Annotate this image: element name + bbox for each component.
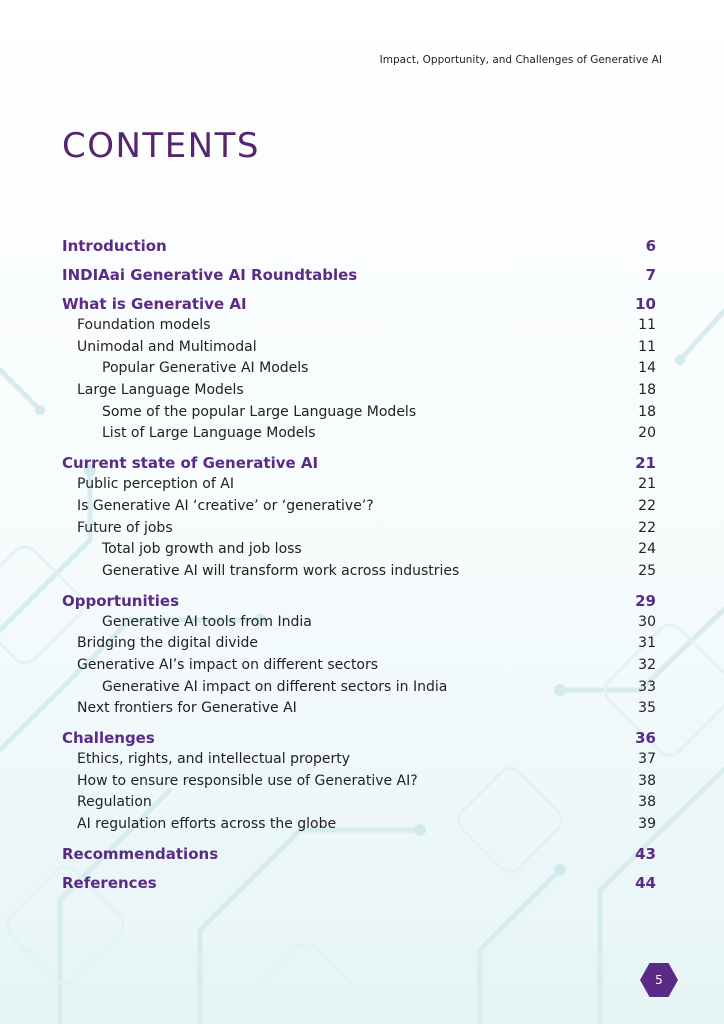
toc-entry-page: 35 — [638, 700, 656, 717]
toc-entry-title: Is Generative AI ‘creative’ or ‘generative’? — [77, 497, 374, 514]
toc-entry-title: How to ensure responsible use of Generative AI? — [77, 772, 418, 789]
toc-section-entry[interactable] — [62, 727, 656, 749]
toc-entry-title: Generative AI’s impact on different sectors — [77, 656, 379, 673]
toc-subsection-entry[interactable] — [62, 749, 656, 771]
toc-entry-title: Introduction — [62, 237, 167, 255]
toc-entry-page: 29 — [635, 591, 656, 610]
toc-entry-page: 24 — [638, 541, 656, 558]
toc-entry-title: List of Large Language Models — [102, 425, 316, 442]
toc-subsection-entry[interactable] — [62, 518, 656, 540]
page-number-badge — [640, 963, 678, 997]
toc-subsection-entry[interactable] — [62, 698, 656, 720]
toc-section-entry[interactable] — [62, 452, 656, 474]
toc-entry-page: 21 — [635, 454, 656, 473]
toc-entry-page: 38 — [638, 794, 656, 811]
toc-entry-page: 22 — [638, 497, 656, 514]
toc-entry-page: 6 — [645, 237, 656, 255]
toc-section-entry[interactable] — [62, 264, 656, 286]
toc-entry-page: 11 — [638, 317, 656, 333]
toc-section-entry[interactable] — [62, 843, 656, 865]
toc-entry-page: 21 — [638, 476, 656, 493]
toc-subsection-entry[interactable] — [62, 814, 656, 836]
page-title: CONTENTS — [62, 126, 260, 166]
toc-entry-page: 10 — [635, 295, 656, 313]
toc-subsection-entry[interactable] — [62, 792, 656, 814]
toc-entry-title: Bridging the digital divide — [77, 635, 258, 652]
toc-entry-title: Current state of Generative AI — [62, 454, 319, 473]
toc-entry-title: AI regulation efforts across the globe — [77, 816, 337, 833]
toc-entry-page: 7 — [645, 266, 656, 284]
toc-entry-title: Large Language Models — [77, 382, 244, 399]
toc-entry-page: 33 — [638, 678, 656, 695]
toc-entry-page: 39 — [638, 816, 656, 833]
toc-entry-page: 11 — [638, 338, 656, 355]
toc-entry-page: 37 — [638, 751, 656, 767]
toc-entry-page: 31 — [638, 635, 656, 652]
toc-entry-page: 22 — [638, 519, 656, 536]
toc-subsection-entry[interactable] — [62, 474, 656, 496]
running-header: Impact, Opportunity, and Challenges of Generative AI — [379, 54, 662, 66]
toc-entry-title: Opportunities — [62, 591, 180, 610]
toc-entry-title: Next frontiers for Generative AI — [77, 700, 297, 717]
toc-subsection-entry[interactable] — [62, 358, 656, 380]
toc-section-entry[interactable] — [62, 235, 656, 257]
toc-entry-title: Generative AI impact on different sectors in India — [102, 678, 448, 695]
table-of-contents — [62, 235, 656, 894]
toc-subsection-entry[interactable] — [62, 380, 656, 402]
toc-subsection-entry[interactable] — [62, 612, 656, 634]
toc-subsection-entry[interactable] — [62, 402, 656, 424]
toc-entry-title: Public perception of AI — [77, 476, 234, 493]
toc-subsection-entry[interactable] — [62, 771, 656, 793]
toc-subsection-entry[interactable] — [62, 561, 656, 583]
toc-subsection-entry[interactable] — [62, 655, 656, 677]
toc-entry-page: 38 — [638, 772, 656, 789]
toc-subsection-entry[interactable] — [62, 633, 656, 655]
toc-entry-page: 43 — [635, 844, 656, 863]
toc-entry-page: 25 — [638, 562, 656, 579]
toc-entry-title: Unimodal and Multimodal — [77, 338, 257, 355]
toc-entry-page: 36 — [635, 729, 656, 747]
toc-section-entry[interactable] — [62, 590, 656, 612]
toc-entry-title: Some of the popular Large Language Models — [102, 403, 417, 420]
toc-entry-page: 18 — [638, 382, 656, 399]
toc-entry-page: 32 — [638, 656, 656, 673]
toc-section-entry[interactable] — [62, 872, 656, 894]
toc-entry-title: Challenges — [62, 729, 155, 747]
toc-entry-title: Popular Generative AI Models — [102, 360, 309, 377]
toc-entry-title: Regulation — [77, 794, 152, 811]
toc-subsection-entry[interactable] — [62, 496, 656, 518]
toc-entry-page: 20 — [638, 425, 656, 442]
toc-entry-page: 30 — [638, 613, 656, 630]
toc-entry-title: References — [62, 873, 157, 892]
toc-entry-title: Ethics, rights, and intellectual property — [77, 751, 351, 767]
toc-entry-title: Future of jobs — [77, 519, 173, 536]
toc-entry-title: Foundation models — [77, 317, 211, 333]
toc-subsection-entry[interactable] — [62, 315, 656, 337]
toc-entry-title: Generative AI tools from India — [102, 613, 312, 630]
toc-entry-page: 14 — [638, 360, 656, 377]
toc-entry-title: What is Generative AI — [62, 295, 247, 313]
toc-subsection-entry[interactable] — [62, 337, 656, 359]
toc-entry-title: Total job growth and job loss — [102, 541, 302, 558]
toc-subsection-entry[interactable] — [62, 677, 656, 699]
toc-subsection-entry[interactable] — [62, 539, 656, 561]
toc-subsection-entry[interactable] — [62, 423, 656, 445]
toc-entry-title: Recommendations — [62, 844, 219, 863]
toc-entry-page: 44 — [635, 873, 656, 892]
toc-entry-page: 18 — [638, 403, 656, 420]
toc-entry-title: INDIAai Generative AI Roundtables — [62, 266, 358, 284]
page-number: 5 — [655, 973, 663, 987]
toc-entry-title: Generative AI will transform work across industries — [102, 562, 460, 579]
toc-section-entry[interactable] — [62, 293, 656, 315]
